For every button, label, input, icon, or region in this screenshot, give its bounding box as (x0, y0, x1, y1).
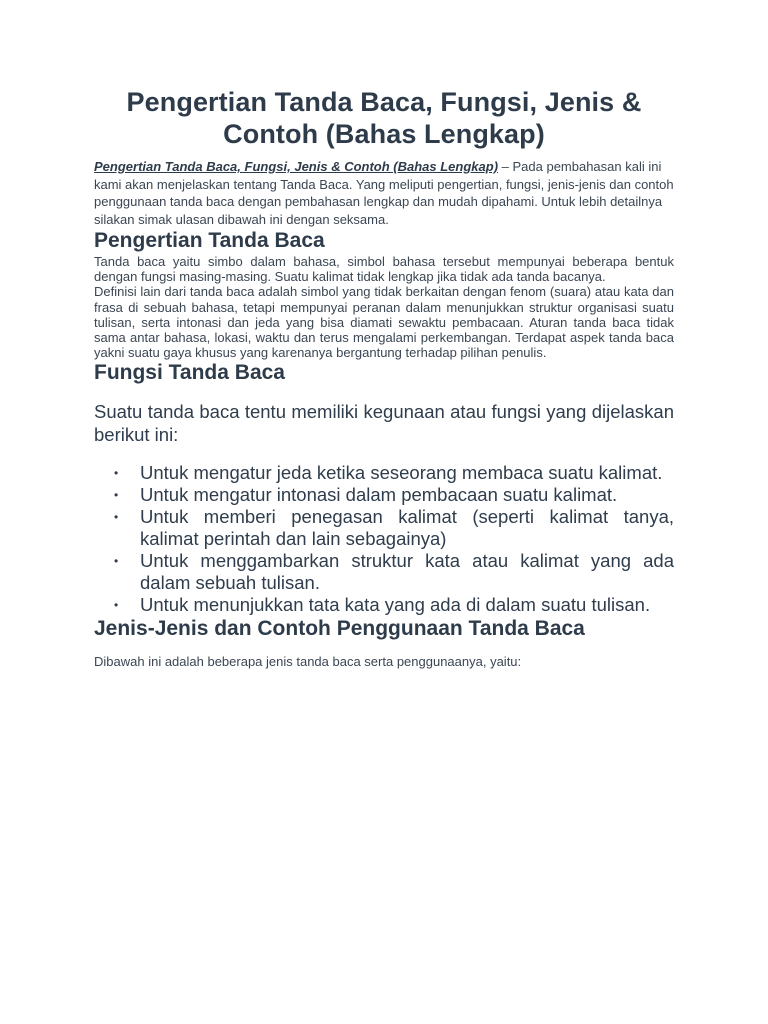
paragraph: Dibawah ini adalah beberapa jenis tanda baca serta penggunaanya, yaitu: (94, 654, 522, 670)
section-pengertian (94, 228, 674, 360)
section-heading: Fungsi Tanda Baca (94, 361, 285, 385)
bullet-icon: • (114, 466, 119, 481)
section-heading: Jenis-Jenis dan Contoh Penggunaan Tanda Baca (94, 617, 585, 641)
section-fungsi (94, 360, 674, 616)
document-title: Pengertian Tanda Baca, Fungsi, Jenis & Contoh (Bahas Lengkap) (126, 87, 642, 149)
bullet-icon: • (114, 554, 119, 569)
paragraph: Tanda baca yaitu simbo dalam bahasa, simbol bahasa tersebut mempunyai beberapa bentuk dengan fungsi masing-masing. Suatu kalimat tidak lengkap jika tidak ada tanda bacanya. (94, 254, 674, 285)
section-jenis (94, 616, 674, 670)
paragraph: Definisi lain dari tanda baca adalah simbol yang tidak berkaitan dengan fenom (suara) atau kata dan frasa di sebuah bahasa, tetapi mempunyai peranan dalam menunjukkan struktur organisasi suatu tulisan, serta intonasi dan jeda yang bisa diamati sewaktu pembacaan. Aturan tanda baca tidak sama antar bahasa, lokasi, waktu dan terus mengalami perkembangan. Terdapat aspek tanda baca yakni suatu gaya khusus yang karenanya bergantung terhadap pilihan penulis. (94, 284, 674, 361)
list-item (94, 462, 674, 484)
list-item (94, 484, 674, 506)
list-item-text: Untuk menunjukkan tata kata yang ada di dalam suatu tulisan. (140, 594, 651, 616)
intro-title-link[interactable]: Pengertian Tanda Baca, Fungsi, Jenis & Contoh (Bahas Lengkap) (94, 159, 499, 174)
list-item-text: Untuk mengatur jeda ketika seseorang membaca suatu kalimat. (140, 462, 663, 484)
list-item-text: Untuk mengatur intonasi dalam pembacaan suatu kalimat. (140, 484, 618, 506)
bullet-icon: • (114, 598, 119, 613)
section-heading: Pengertian Tanda Baca (94, 229, 325, 252)
fungsi-list (94, 462, 674, 616)
section-intro-paragraph: Suatu tanda baca tentu memiliki kegunaan atau fungsi yang dijelaskan berikut ini: (94, 401, 674, 446)
list-item-text: Untuk memberi penegasan kalimat (seperti kalimat tanya, kalimat perintah dan lain sebagainya) (140, 506, 674, 550)
list-item (94, 550, 674, 594)
bullet-icon: • (114, 510, 119, 525)
list-item (94, 506, 674, 550)
intro-text: – Pada pembahasan kali ini kami akan menjelaskan tentang Tanda Baca. Yang meliputi pengertian, fungsi, jenis-jenis dan contoh penggunaan tanda baca dengan pembahasan lengkap dan mudah dipahami. Untuk lebih detailnya silakan simak ulasan dibawah ini dengan seksama. (94, 159, 674, 227)
bullet-icon: • (114, 488, 119, 503)
intro-paragraph (94, 158, 674, 228)
list-item (94, 594, 674, 616)
list-item-text: Untuk menggambarkan struktur kata atau kalimat yang ada dalam sebuah tulisan. (140, 550, 674, 594)
